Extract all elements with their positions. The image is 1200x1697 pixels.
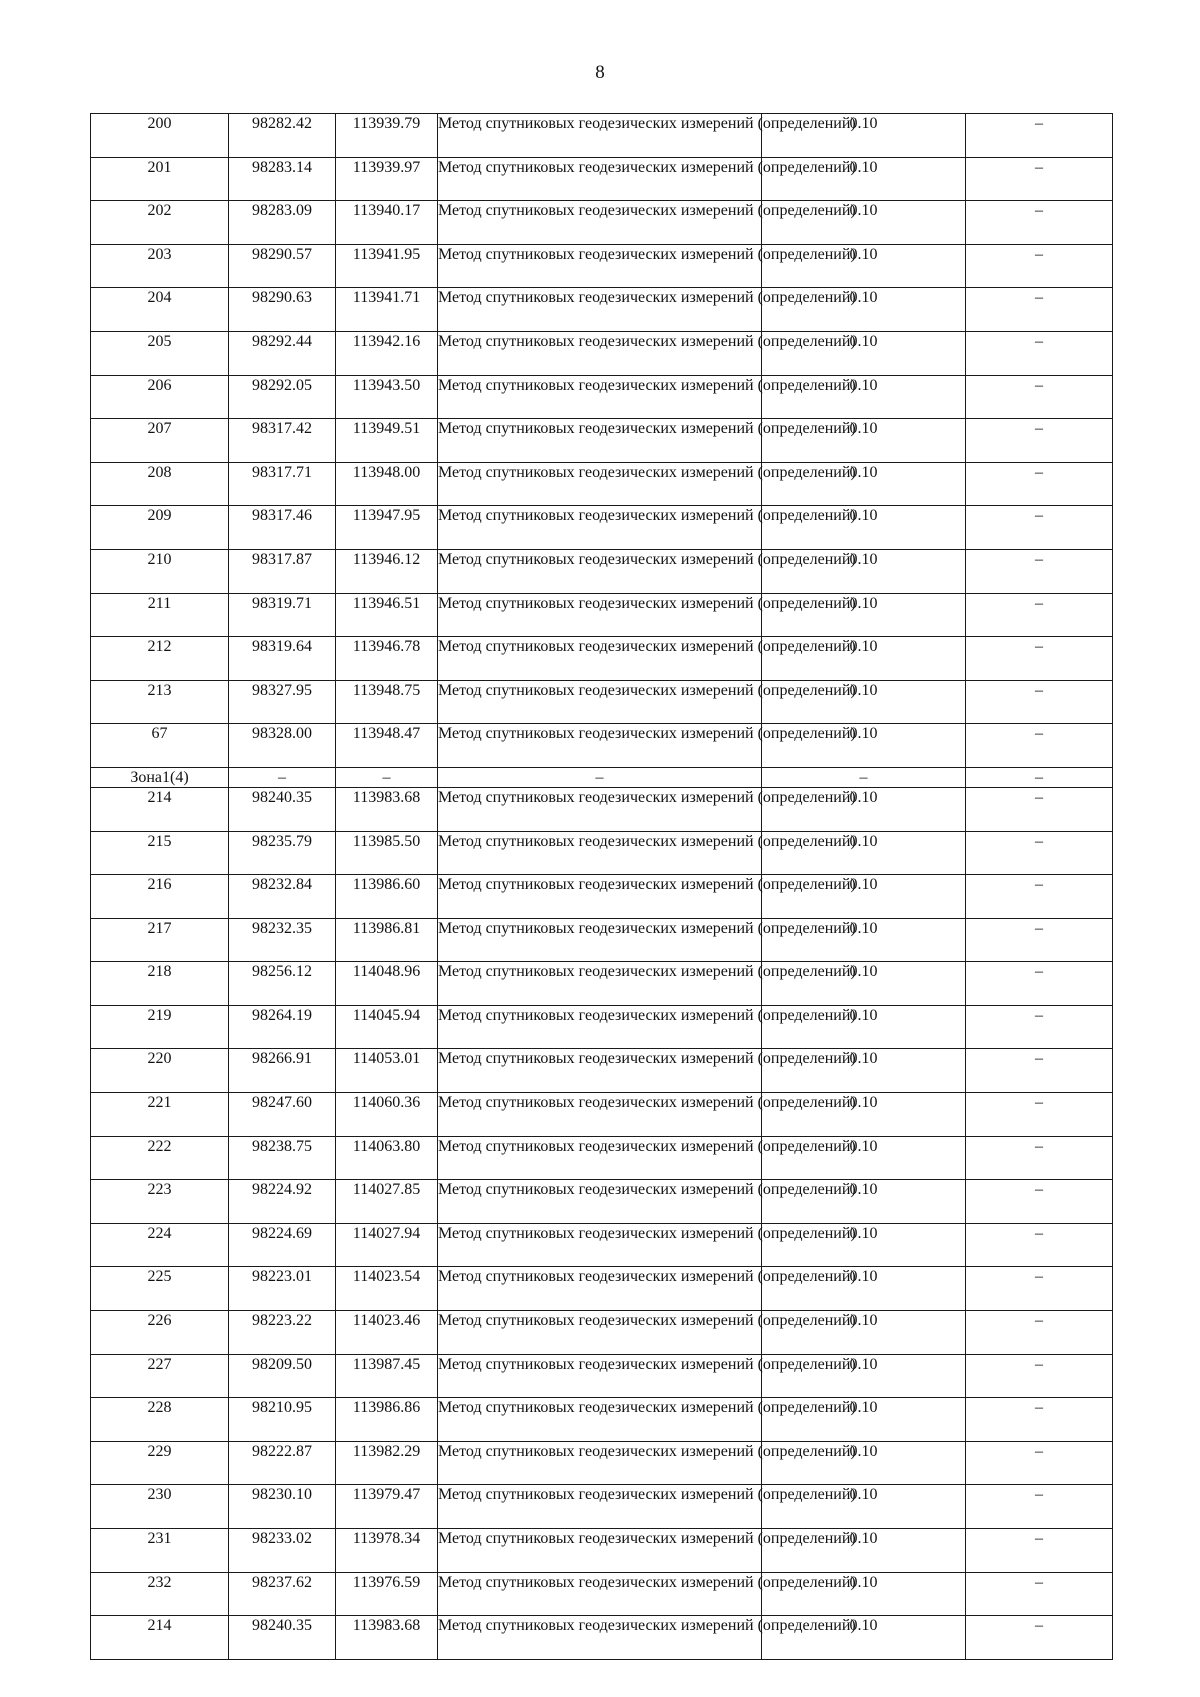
cell-point: 211 <box>91 593 229 637</box>
cell-accuracy: 0.10 <box>762 1223 966 1267</box>
cell-y-coordinate: 114045.94 <box>336 1005 438 1049</box>
table-row <box>91 1398 1113 1442</box>
cell-accuracy: 0.10 <box>762 962 966 1006</box>
cell-point: 208 <box>91 462 229 506</box>
cell-point: 67 <box>91 724 229 768</box>
cell-point: 214 <box>91 1616 229 1660</box>
cell-point: 212 <box>91 637 229 681</box>
table-row <box>91 637 1113 681</box>
cell-accuracy: 0.10 <box>762 157 966 201</box>
table-row <box>91 288 1113 332</box>
cell-note: – <box>966 831 1113 875</box>
table-row <box>91 201 1113 245</box>
cell-method: Метод спутниковых геодезических измерений (определений) <box>438 331 762 375</box>
cell-note: – <box>966 1616 1113 1660</box>
table-row <box>91 1180 1113 1224</box>
cell-method: Метод спутниковых геодезических измерений (определений) <box>438 1093 762 1137</box>
cell-x-coordinate: 98240.35 <box>229 787 336 831</box>
cell-note: – <box>966 1223 1113 1267</box>
cell-accuracy: 0.10 <box>762 201 966 245</box>
cell-y-coordinate: 113941.95 <box>336 244 438 288</box>
cell-method: Метод спутниковых геодезических измерений (определений) <box>438 875 762 919</box>
cell-x-coordinate: 98317.71 <box>229 462 336 506</box>
cell-y-coordinate: 113947.95 <box>336 506 438 550</box>
cell-method: Метод спутниковых геодезических измерений (определений) <box>438 244 762 288</box>
cell-method: Метод спутниковых геодезических измерений (определений) <box>438 506 762 550</box>
cell-x-coordinate: 98235.79 <box>229 831 336 875</box>
cell-note: – <box>966 288 1113 332</box>
cell-method: Метод спутниковых геодезических измерений (определений) <box>438 375 762 419</box>
cell-point: 226 <box>91 1311 229 1355</box>
cell-x-coordinate: 98222.87 <box>229 1441 336 1485</box>
table-body <box>91 114 1113 1660</box>
cell-x-coordinate: 98247.60 <box>229 1093 336 1137</box>
cell-point: 229 <box>91 1441 229 1485</box>
cell-point: Зона1(4) <box>91 767 229 787</box>
cell-accuracy: 0.10 <box>762 724 966 768</box>
cell-method: Метод спутниковых геодезических измерений (определений) <box>438 787 762 831</box>
cell-point: 225 <box>91 1267 229 1311</box>
cell-method: Метод спутниковых геодезических измерений (определений) <box>438 918 762 962</box>
cell-y-coordinate: 113986.60 <box>336 875 438 919</box>
cell-accuracy: 0.10 <box>762 918 966 962</box>
cell-accuracy: 0.10 <box>762 1049 966 1093</box>
cell-x-coordinate: 98283.14 <box>229 157 336 201</box>
cell-point: 223 <box>91 1180 229 1224</box>
cell-method: Метод спутниковых геодезических измерений (определений) <box>438 1354 762 1398</box>
cell-point: 206 <box>91 375 229 419</box>
cell-note: – <box>966 1572 1113 1616</box>
table-row <box>91 962 1113 1006</box>
cell-x-coordinate: 98237.62 <box>229 1572 336 1616</box>
cell-method: Метод спутниковых геодезических измерений (определений) <box>438 1441 762 1485</box>
cell-accuracy: 0.10 <box>762 1093 966 1137</box>
cell-method: Метод спутниковых геодезических измерений (определений) <box>438 724 762 768</box>
cell-method: Метод спутниковых геодезических измерений (определений) <box>438 1049 762 1093</box>
cell-accuracy: 0.10 <box>762 462 966 506</box>
cell-x-coordinate: 98282.42 <box>229 114 336 158</box>
cell-method: Метод спутниковых геодезических измерений (определений) <box>438 1005 762 1049</box>
cell-note: – <box>966 875 1113 919</box>
cell-accuracy: 0.10 <box>762 1485 966 1529</box>
cell-x-coordinate: 98232.84 <box>229 875 336 919</box>
table-row <box>91 419 1113 463</box>
cell-x-coordinate: 98317.87 <box>229 549 336 593</box>
cell-point: 231 <box>91 1529 229 1573</box>
cell-point: 219 <box>91 1005 229 1049</box>
cell-y-coordinate: 113946.78 <box>336 637 438 681</box>
cell-x-coordinate: 98290.63 <box>229 288 336 332</box>
cell-accuracy: 0.10 <box>762 787 966 831</box>
cell-x-coordinate: 98319.71 <box>229 593 336 637</box>
cell-point: 200 <box>91 114 229 158</box>
cell-method: Метод спутниковых геодезических измерений (определений) <box>438 1529 762 1573</box>
cell-note: – <box>966 506 1113 550</box>
cell-y-coordinate: 114053.01 <box>336 1049 438 1093</box>
cell-accuracy: 0.10 <box>762 288 966 332</box>
cell-accuracy: 0.10 <box>762 1441 966 1485</box>
table-row <box>91 157 1113 201</box>
cell-y-coordinate: 113985.50 <box>336 831 438 875</box>
cell-x-coordinate: 98209.50 <box>229 1354 336 1398</box>
cell-note: – <box>966 114 1113 158</box>
cell-x-coordinate: 98327.95 <box>229 680 336 724</box>
coordinates-table <box>90 113 1113 1660</box>
cell-accuracy: 0.10 <box>762 1572 966 1616</box>
table-row <box>91 1093 1113 1137</box>
cell-x-coordinate: 98224.92 <box>229 1180 336 1224</box>
cell-note: – <box>966 637 1113 681</box>
table-row <box>91 1485 1113 1529</box>
cell-y-coordinate: 113976.59 <box>336 1572 438 1616</box>
cell-note: – <box>966 1267 1113 1311</box>
cell-note: – <box>966 419 1113 463</box>
cell-y-coordinate: 113942.16 <box>336 331 438 375</box>
cell-note: – <box>966 962 1113 1006</box>
cell-x-coordinate: 98223.22 <box>229 1311 336 1355</box>
cell-y-coordinate: 113940.17 <box>336 201 438 245</box>
cell-y-coordinate: 113982.29 <box>336 1441 438 1485</box>
cell-x-coordinate: 98290.57 <box>229 244 336 288</box>
cell-x-coordinate: 98223.01 <box>229 1267 336 1311</box>
cell-method: Метод спутниковых геодезических измерений (определений) <box>438 419 762 463</box>
cell-y-coordinate: 113943.50 <box>336 375 438 419</box>
cell-note: – <box>966 1441 1113 1485</box>
cell-x-coordinate: 98292.44 <box>229 331 336 375</box>
table-row <box>91 918 1113 962</box>
cell-accuracy: 0.10 <box>762 1529 966 1573</box>
cell-y-coordinate: 113941.71 <box>336 288 438 332</box>
cell-point: 218 <box>91 962 229 1006</box>
cell-note: – <box>966 593 1113 637</box>
cell-x-coordinate: 98256.12 <box>229 962 336 1006</box>
cell-x-coordinate: 98292.05 <box>229 375 336 419</box>
cell-y-coordinate: 113983.68 <box>336 1616 438 1660</box>
cell-note: – <box>966 1311 1113 1355</box>
cell-point: 221 <box>91 1093 229 1137</box>
cell-method: Метод спутниковых геодезических измерений (определений) <box>438 114 762 158</box>
cell-method: Метод спутниковых геодезических измерений (определений) <box>438 1572 762 1616</box>
cell-method: Метод спутниковых геодезических измерений (определений) <box>438 1267 762 1311</box>
cell-note: – <box>966 724 1113 768</box>
cell-point: 227 <box>91 1354 229 1398</box>
cell-point: 214 <box>91 787 229 831</box>
cell-y-coordinate: 113986.81 <box>336 918 438 962</box>
cell-method: Метод спутниковых геодезических измерений (определений) <box>438 1485 762 1529</box>
cell-y-coordinate: 113983.68 <box>336 787 438 831</box>
cell-accuracy: 0.10 <box>762 114 966 158</box>
cell-accuracy: 0.10 <box>762 244 966 288</box>
cell-method: Метод спутниковых геодезических измерений (определений) <box>438 1223 762 1267</box>
page-number: 8 <box>595 62 605 83</box>
cell-note: – <box>966 1529 1113 1573</box>
cell-y-coordinate: 113979.47 <box>336 1485 438 1529</box>
cell-x-coordinate: 98210.95 <box>229 1398 336 1442</box>
cell-note: – <box>966 1180 1113 1224</box>
cell-accuracy: 0.10 <box>762 831 966 875</box>
cell-method: Метод спутниковых геодезических измерений (определений) <box>438 549 762 593</box>
cell-note: – <box>966 331 1113 375</box>
cell-note: – <box>966 375 1113 419</box>
cell-x-coordinate: 98240.35 <box>229 1616 336 1660</box>
table-row <box>91 831 1113 875</box>
cell-note: – <box>966 1136 1113 1180</box>
cell-point: 230 <box>91 1485 229 1529</box>
cell-y-coordinate: 114060.36 <box>336 1093 438 1137</box>
table-row <box>91 593 1113 637</box>
cell-x-coordinate: 98317.46 <box>229 506 336 550</box>
cell-note: – <box>966 1398 1113 1442</box>
cell-note: – <box>966 1093 1113 1137</box>
cell-x-coordinate: 98283.09 <box>229 201 336 245</box>
cell-y-coordinate: 114023.54 <box>336 1267 438 1311</box>
cell-x-coordinate: 98328.00 <box>229 724 336 768</box>
cell-note: – <box>966 244 1113 288</box>
cell-method: Метод спутниковых геодезических измерений (определений) <box>438 157 762 201</box>
cell-point: 210 <box>91 549 229 593</box>
cell-accuracy: 0.10 <box>762 593 966 637</box>
cell-x-coordinate: 98230.10 <box>229 1485 336 1529</box>
table-row <box>91 1572 1113 1616</box>
cell-y-coordinate: – <box>336 767 438 787</box>
table-row <box>91 1354 1113 1398</box>
cell-accuracy: – <box>762 767 966 787</box>
cell-point: 222 <box>91 1136 229 1180</box>
cell-point: 201 <box>91 157 229 201</box>
cell-method: Метод спутниковых геодезических измерений (определений) <box>438 201 762 245</box>
cell-x-coordinate: 98266.91 <box>229 1049 336 1093</box>
cell-x-coordinate: 98238.75 <box>229 1136 336 1180</box>
cell-y-coordinate: 114027.94 <box>336 1223 438 1267</box>
cell-point: 202 <box>91 201 229 245</box>
cell-y-coordinate: 113987.45 <box>336 1354 438 1398</box>
cell-accuracy: 0.10 <box>762 1354 966 1398</box>
table-row <box>91 375 1113 419</box>
cell-x-coordinate: 98319.64 <box>229 637 336 681</box>
table-row <box>91 1136 1113 1180</box>
cell-point: 205 <box>91 331 229 375</box>
cell-point: 217 <box>91 918 229 962</box>
cell-method: Метод спутниковых геодезических измерений (определений) <box>438 462 762 506</box>
cell-x-coordinate: 98232.35 <box>229 918 336 962</box>
cell-point: 232 <box>91 1572 229 1616</box>
cell-method: Метод спутниковых геодезических измерений (определений) <box>438 1180 762 1224</box>
cell-accuracy: 0.10 <box>762 680 966 724</box>
cell-y-coordinate: 113948.75 <box>336 680 438 724</box>
cell-accuracy: 0.10 <box>762 375 966 419</box>
cell-note: – <box>966 1049 1113 1093</box>
cell-y-coordinate: 114063.80 <box>336 1136 438 1180</box>
cell-point: 204 <box>91 288 229 332</box>
cell-x-coordinate: 98264.19 <box>229 1005 336 1049</box>
cell-note: – <box>966 1005 1113 1049</box>
cell-y-coordinate: 113939.79 <box>336 114 438 158</box>
cell-note: – <box>966 462 1113 506</box>
table-row <box>91 1049 1113 1093</box>
table-row <box>91 462 1113 506</box>
cell-method: Метод спутниковых геодезических измерений (определений) <box>438 831 762 875</box>
cell-y-coordinate: 113946.51 <box>336 593 438 637</box>
cell-accuracy: 0.10 <box>762 1180 966 1224</box>
cell-x-coordinate: 98233.02 <box>229 1529 336 1573</box>
cell-note: – <box>966 787 1113 831</box>
cell-y-coordinate: 114027.85 <box>336 1180 438 1224</box>
cell-accuracy: 0.10 <box>762 331 966 375</box>
cell-accuracy: 0.10 <box>762 1616 966 1660</box>
cell-note: – <box>966 918 1113 962</box>
cell-note: – <box>966 767 1113 787</box>
cell-note: – <box>966 1485 1113 1529</box>
cell-accuracy: 0.10 <box>762 1005 966 1049</box>
table-row <box>91 724 1113 768</box>
cell-x-coordinate: 98317.42 <box>229 419 336 463</box>
cell-accuracy: 0.10 <box>762 637 966 681</box>
cell-accuracy: 0.10 <box>762 506 966 550</box>
cell-y-coordinate: 113939.97 <box>336 157 438 201</box>
cell-y-coordinate: 113986.86 <box>336 1398 438 1442</box>
table-row <box>91 1441 1113 1485</box>
cell-method: – <box>438 767 762 787</box>
cell-accuracy: 0.10 <box>762 1136 966 1180</box>
table-row <box>91 1616 1113 1660</box>
zone-row <box>91 767 1113 787</box>
cell-method: Метод спутниковых геодезических измерений (определений) <box>438 1398 762 1442</box>
cell-accuracy: 0.10 <box>762 1311 966 1355</box>
cell-point: 220 <box>91 1049 229 1093</box>
cell-accuracy: 0.10 <box>762 419 966 463</box>
cell-method: Метод спутниковых геодезических измерений (определений) <box>438 1616 762 1660</box>
cell-point: 228 <box>91 1398 229 1442</box>
table-row <box>91 680 1113 724</box>
cell-note: – <box>966 157 1113 201</box>
table-row <box>91 1529 1113 1573</box>
cell-method: Метод спутниковых геодезических измерений (определений) <box>438 1311 762 1355</box>
cell-x-coordinate: – <box>229 767 336 787</box>
table-row <box>91 875 1113 919</box>
cell-x-coordinate: 98224.69 <box>229 1223 336 1267</box>
cell-accuracy: 0.10 <box>762 1398 966 1442</box>
cell-method: Метод спутниковых геодезических измерений (определений) <box>438 288 762 332</box>
cell-point: 215 <box>91 831 229 875</box>
cell-point: 209 <box>91 506 229 550</box>
cell-point: 213 <box>91 680 229 724</box>
table-row <box>91 244 1113 288</box>
cell-note: – <box>966 1354 1113 1398</box>
cell-y-coordinate: 114048.96 <box>336 962 438 1006</box>
cell-y-coordinate: 114023.46 <box>336 1311 438 1355</box>
cell-point: 216 <box>91 875 229 919</box>
table-row <box>91 331 1113 375</box>
cell-accuracy: 0.10 <box>762 549 966 593</box>
table-row <box>91 114 1113 158</box>
table-row <box>91 1267 1113 1311</box>
table-row <box>91 506 1113 550</box>
cell-y-coordinate: 113946.12 <box>336 549 438 593</box>
table-row <box>91 1005 1113 1049</box>
table-row <box>91 787 1113 831</box>
cell-y-coordinate: 113949.51 <box>336 419 438 463</box>
cell-point: 207 <box>91 419 229 463</box>
cell-accuracy: 0.10 <box>762 875 966 919</box>
cell-point: 203 <box>91 244 229 288</box>
table-row <box>91 1223 1113 1267</box>
cell-point: 224 <box>91 1223 229 1267</box>
cell-note: – <box>966 549 1113 593</box>
cell-note: – <box>966 201 1113 245</box>
cell-y-coordinate: 113948.47 <box>336 724 438 768</box>
cell-method: Метод спутниковых геодезических измерений (определений) <box>438 1136 762 1180</box>
table-row <box>91 1311 1113 1355</box>
cell-note: – <box>966 680 1113 724</box>
table-row <box>91 549 1113 593</box>
cell-y-coordinate: 113948.00 <box>336 462 438 506</box>
cell-method: Метод спутниковых геодезических измерений (определений) <box>438 680 762 724</box>
cell-y-coordinate: 113978.34 <box>336 1529 438 1573</box>
cell-accuracy: 0.10 <box>762 1267 966 1311</box>
cell-method: Метод спутниковых геодезических измерений (определений) <box>438 593 762 637</box>
cell-method: Метод спутниковых геодезических измерений (определений) <box>438 637 762 681</box>
cell-method: Метод спутниковых геодезических измерений (определений) <box>438 962 762 1006</box>
